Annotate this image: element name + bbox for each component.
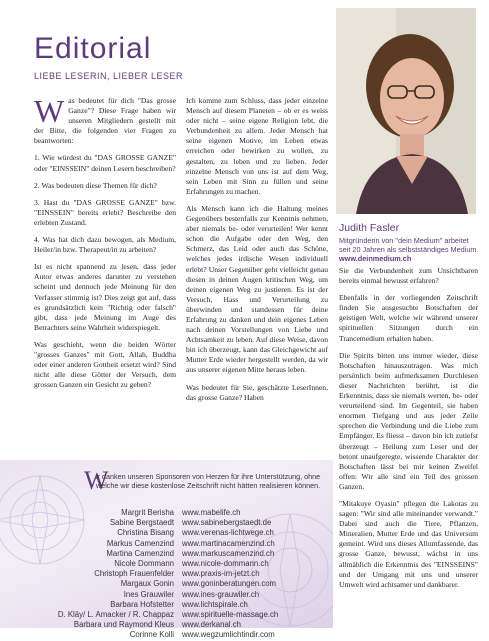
sponsor-name: Corinne Kolli (129, 630, 174, 640)
question-1: 1. Wie würdest du "DAS GROSSE GANZE" oder "EINSSEIN" deinen Lesern beschreiben? (34, 153, 176, 173)
sponsor-row (24, 620, 334, 630)
sponsor-name: Christoph Frauenfelder (94, 569, 174, 579)
sponsor-name: Margaux Gonin (120, 579, 174, 589)
left-margin (0, 0, 10, 460)
paragraph: Sie die Verbundenheit zum Unsichtbaren bereits einmal bewusst erfahren? (339, 266, 478, 286)
sponsor-name: Christina Bisang (117, 528, 174, 538)
sponsor-website-link[interactable]: www.praxis-im-jetzt.ch (182, 569, 260, 579)
sponsor-name: Nicole Dommann (114, 559, 174, 569)
sponsor-name: Markus Camenzind (106, 538, 174, 548)
sponsor-drop-cap: W (84, 466, 109, 495)
sponsor-website-link[interactable]: www.verenas-lichtwege.ch (182, 528, 274, 538)
sponsor-name: Margrit Berisha (121, 508, 174, 517)
paragraph: Was geschieht, wenn die beiden Wörter "grosses Ganzes" mit Gott, Allah, Buddha oder einer anderen Gottheit ersetzt wird? Sind nicht alle diese Götter der Versuch, dem grossen Ganzen ein Gesicht zu geben? (34, 339, 176, 390)
intro-paragraph (34, 93, 176, 146)
author-bio-text: Mitgründerin von "dein Medium" arbeitet seit 20 Jahren als selbstständiges Medium. (339, 236, 479, 254)
author-website-link[interactable]: www.deinmedium.ch (339, 254, 412, 263)
question-4: 4. Was hat dich dazu bewogen, als Medium, Heiler/in bzw. Therapeut/in zu arbeiten? (34, 235, 176, 255)
sponsor-website-link[interactable]: www.wegzumlichtindir.com (182, 630, 275, 640)
paragraph: Als Mensch kann ich die Haltung meines Gegenübers bestenfalls zur Kenntnis nehmen, aber niemals be- oder verurteilen! Wer kennt schon die Aufgabe oder den Weg, den Schmerz, das Leid oder auch das Schöne, welches jedes irdische Wesen individuell erlebt? Unser Gegenüber geht vielleicht genau diesen in deinen Augen kritischen Weg, um deinen eigenen Weg zu justieren. Es ist der Versuch, Hass und Verurteilung zu überwinden und stattdessen für deine Erfahrung zu danken und dein eigenes Leben nach deinen Vorstellungen von Liebe und Achtsamkeit zu leben. Auf diese Weise, davon bin ich überzeugt, kann das Gleichgewicht auf Mutter Erde wieder hergestellt werden, da wir aus unserer eigenen Mitte heraus leben. (186, 203, 328, 375)
article-column-1 (34, 93, 176, 397)
sponsor-row (24, 590, 334, 600)
paragraph: Was bedeutet für Sie, geschätzte LeserInnen, das grosse Ganze? Haben (186, 382, 328, 402)
intro-text: as bedeutet für dich "Das grosse Ganze"? Diese Frage haben wir unseren Mitgliedern gestellt mit der Bitte, die folgenden vier Fragen zu beantworten: (34, 96, 176, 146)
sponsor-website-link[interactable]: www.spirituelle-massage.ch (182, 610, 279, 620)
drop-cap: W (34, 93, 65, 129)
portrait-illustration (336, 8, 476, 214)
sponsor-website-link[interactable]: www.ines-grauwiler.ch (182, 589, 260, 599)
sponsor-website-link[interactable]: www.lichtspirale.ch (182, 599, 248, 609)
sponsor-row (24, 630, 334, 640)
sponsor-row (24, 518, 334, 528)
sponsor-website-link[interactable]: www.markuscamenzind.ch (182, 548, 275, 558)
sponsor-intro: ir danken unseren Sponsoren von Herzen für ihre Unterstützung, ohne welche wir diese kostenlose Zeitschrift nicht hätten realisieren können. (96, 472, 321, 491)
paragraph: "Mitakuye Oyasin" pflegen die Lakotas zu sagen: "Wir sind alle miteinander verwandt." Dabei sind auch die Tiere, Pflanzen, Mineralien, Mutter Erde und das Universum gemeint. Wird uns dieses Allumfassende, das grosse Ganze, bewusst, wächst in uns allmählich die Erkenntnis des "EINSSEINS" und der Umgang mit uns und unserer Umwelt wird achtsamer und dankbarer. (339, 498, 478, 589)
author-bio (339, 236, 479, 263)
paragraph: Ich komme zum Schluss, dass jeder einzelne Mensch auf diesem Planeten – ob er es weiss oder nicht – seine eigene Religion lebt, die Verbundenheit zu allem. Jeder Mensch hat seine eigenen Motive, im Leben etwas erreichen oder bewirken zu wollen, zu gestalten, zu leben und zu lieben. Jeder einzelne Mensch von uns ist auf dem Weg, sein Leben mit Sinn zu füllen und seine Erfahrungen zu machen. (186, 96, 328, 196)
author-name: Judith Fasler (339, 222, 400, 234)
sponsor-row (24, 569, 334, 579)
sponsor-website-link[interactable]: www.goninberatungen.com (182, 579, 277, 589)
question-2: 2. Was bedeuten diese Themen für dich? (34, 180, 157, 190)
sponsor-row (24, 559, 334, 569)
paragraph: Die Spirits bitten uns immer wieder, diese Botschaften hinauszutragen. Was mich persönlich beim aufmerksamen Durchlesen dieser Nachrichten berührt, ist die Erkenntnis, dass sie niemals werten, be- oder verurteilend sind. Im Gegenteil, sie haben enormen Tiefgang und aus jeder Zeile sprechen die Verbindung und die Liebe zum Empfänger. Es fliesst – davon bin ich zutiefst überzeugt – Heilung zum Leser und der betont unaufgeregte, wissende Charakter der Botschaften lässt bei mir keinen Zweifel offen: Wir alle sind ein Teil des grossen Ganzen. (339, 350, 478, 491)
sponsor-name: Barbara und Raymond Kleus (73, 620, 174, 630)
paragraph: Ist es nicht spannend zu lesen, dass jeder Autor etwas anderes darunter zu verstehen scheint und dennoch jede Meinung für den Verfasser stimmig ist? Dies zeigt gut auf, dass es grundsätzlich kein "Richtig oder falsch" gibt, dass jede Meinung im Auge des Betrachters seine Wahrheit widerspiegelt. (34, 262, 176, 332)
page-title: Editorial (34, 32, 152, 65)
sponsor-website-link[interactable]: www.derkanal.ch (182, 620, 241, 630)
article-column-3 (339, 266, 478, 597)
paragraph: Ebenfalls in der vorliegenden Zeitschrift finden Sie ausgesuchte Botschaften der geistigen Welt, welche wir während unserer spirituellen Sitzungen durch ein Trancemedium erhalten haben. (339, 293, 478, 343)
article-column-2 (186, 96, 328, 410)
sponsor-row (24, 508, 334, 518)
sponsor-row (24, 579, 334, 589)
sponsor-website-link[interactable]: www.martinacamenzind.ch (182, 538, 275, 548)
sponsor-row (24, 549, 334, 559)
sponsor-name: Sabine Bergstaedt (109, 518, 174, 528)
sponsor-row (24, 539, 334, 549)
sponsor-website-link[interactable]: www.nicole-dommann.ch (182, 559, 269, 569)
author-photo (336, 8, 476, 214)
sponsor-website-link[interactable]: www.mabelife.ch (182, 508, 241, 517)
sponsor-name: Ines Grauwiler (123, 589, 174, 599)
question-3: 3. Hast du "DAS GROSSE GANZE" bzw. "EINSSEIN" bereits erlebt? Beschreibe den erlebten Zustand. (34, 197, 176, 227)
sponsor-name: Martina Camenzind (106, 548, 174, 558)
sponsor-list (24, 508, 334, 641)
sponsor-row (24, 600, 334, 610)
sponsor-name: D. Kläy/ L. Amacker / R. Chappaz (57, 610, 174, 620)
sponsor-name: Barbara Hofstetter (110, 599, 174, 609)
page-subtitle: LIEBE LESERIN, LIEBER LESER (34, 71, 184, 81)
sponsor-row (24, 610, 334, 620)
sponsor-row (24, 528, 334, 538)
sponsor-website-link[interactable]: www.sabinebergstaedt.de (182, 518, 272, 528)
